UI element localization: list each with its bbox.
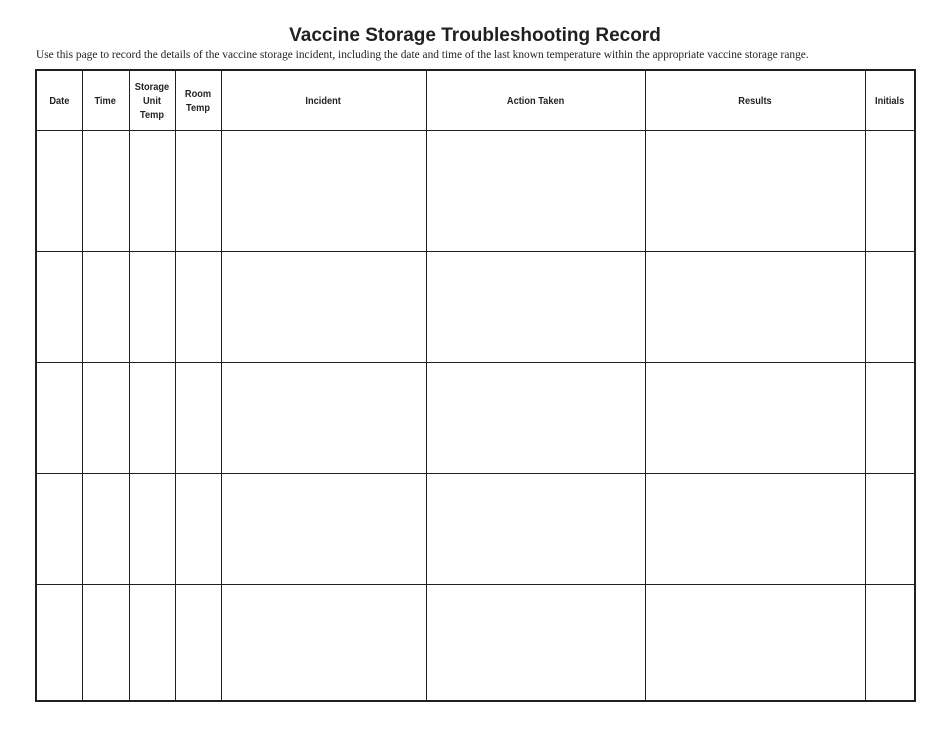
storage-unit-temp-cell[interactable] [129,363,175,474]
storage-unit-temp-cell[interactable] [129,474,175,585]
incident-cell[interactable] [221,363,426,474]
action-taken-cell[interactable] [426,585,645,702]
column-header-storage-unit-temp: Storage Unit Temp [129,70,175,131]
storage-unit-temp-cell[interactable] [129,131,175,252]
date-cell[interactable] [36,474,82,585]
table-header-row [36,70,915,131]
time-cell[interactable] [82,363,129,474]
initials-cell[interactable] [865,585,915,702]
time-cell[interactable] [82,252,129,363]
storage-unit-temp-cell[interactable] [129,585,175,702]
incident-cell[interactable] [221,252,426,363]
results-cell[interactable] [645,131,865,252]
initials-cell[interactable] [865,131,915,252]
results-cell[interactable] [645,585,865,702]
action-taken-cell[interactable] [426,363,645,474]
instructions-text: Use this page to record the details of the vaccine storage incident, including the date and time of the last known temperature within the appropriate vaccine storage range. [36,49,809,61]
initials-cell[interactable] [865,252,915,363]
table-row [36,131,915,252]
action-taken-cell[interactable] [426,252,645,363]
table-row [36,474,915,585]
incident-cell[interactable] [221,474,426,585]
column-header-action-taken: Action Taken [426,70,645,131]
date-cell[interactable] [36,252,82,363]
page-title: Vaccine Storage Troubleshooting Record [289,25,661,46]
room-temp-cell[interactable] [175,252,221,363]
results-cell[interactable] [645,252,865,363]
column-header-incident: Incident [221,70,426,131]
table-row [36,252,915,363]
room-temp-cell[interactable] [175,363,221,474]
date-cell[interactable] [36,131,82,252]
column-header-time: Time [82,70,129,131]
column-header-date: Date [36,70,82,131]
date-cell[interactable] [36,585,82,702]
action-taken-cell[interactable] [426,131,645,252]
incident-cell[interactable] [221,585,426,702]
room-temp-cell[interactable] [175,474,221,585]
room-temp-cell[interactable] [175,585,221,702]
column-header-initials: Initials [865,70,915,131]
incident-cell[interactable] [221,131,426,252]
initials-cell[interactable] [865,474,915,585]
time-cell[interactable] [82,474,129,585]
results-cell[interactable] [645,363,865,474]
column-header-results: Results [645,70,865,131]
table-row [36,585,915,702]
table-row [36,363,915,474]
troubleshooting-record-table [35,69,916,702]
column-header-room-temp: Room Temp [175,70,221,131]
date-cell[interactable] [36,363,82,474]
action-taken-cell[interactable] [426,474,645,585]
storage-unit-temp-cell[interactable] [129,252,175,363]
results-cell[interactable] [645,474,865,585]
room-temp-cell[interactable] [175,131,221,252]
time-cell[interactable] [82,131,129,252]
time-cell[interactable] [82,585,129,702]
initials-cell[interactable] [865,363,915,474]
